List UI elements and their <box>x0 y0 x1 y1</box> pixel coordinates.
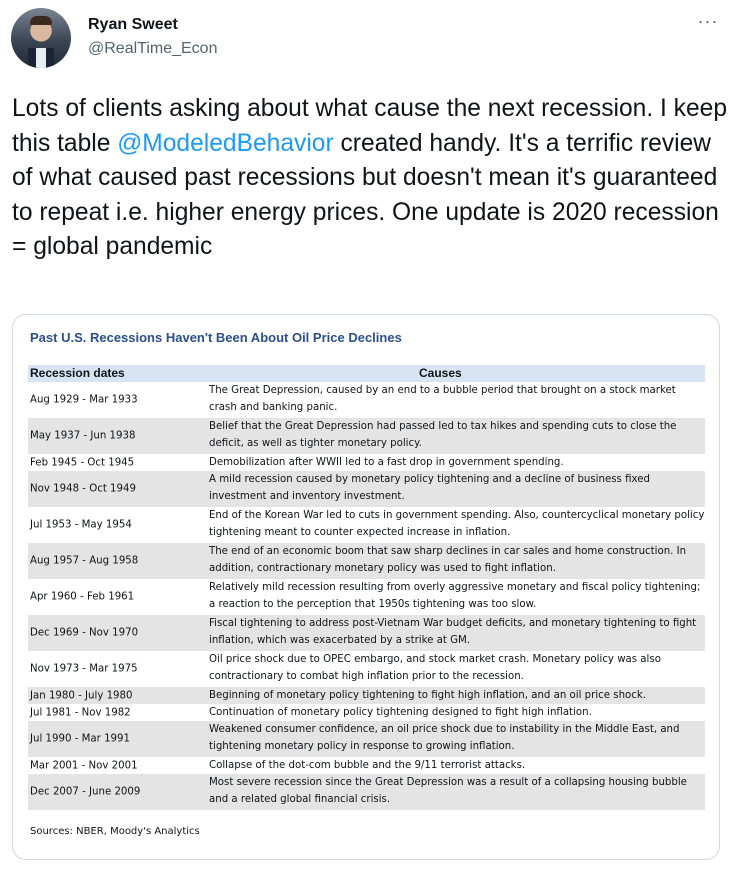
table-row <box>28 774 705 810</box>
table-row <box>28 651 705 687</box>
cause-cell: Belief that the Great Depression had passed led to tax hikes and spending cuts to close the deficit, as well as tighter monetary policy. <box>209 421 677 449</box>
more-options-icon[interactable]: ··· <box>697 11 719 31</box>
cause-cell: Weakened consumer confidence, an oil price shock due to instability in the Middle East, and tightening monetary policy in response to growing inflation. <box>209 724 680 752</box>
avatar[interactable] <box>11 8 71 68</box>
table-row <box>28 471 705 507</box>
recession-dates-cell: Jul 1990 - Mar 1991 <box>30 733 130 745</box>
table-header <box>28 365 705 382</box>
tweet-text-start: Lots of clients asking about what cause the next recession. I keep this table <box>12 95 728 157</box>
cause-cell: Fiscal tightening to address post-Vietnam War budget deficits, and monetary tightening to fight inflation, which was exacerbated by a strike at GM. <box>209 618 697 646</box>
table-row <box>28 579 705 615</box>
recession-dates-cell: Feb 1945 - Oct 1945 <box>30 457 135 468</box>
cause-cell: Collapse of the dot-com bubble and the 9/11 terrorist attacks. <box>209 760 526 771</box>
recession-dates-cell: Jul 1953 - May 1954 <box>30 519 132 531</box>
recession-dates-cell: Mar 2001 - Nov 2001 <box>30 760 138 771</box>
table-row <box>28 721 705 757</box>
table-row <box>28 454 705 471</box>
cause-cell: Beginning of monetary policy tightening to fight high inflation, and an oil price shock. <box>209 690 647 701</box>
table-title: Past U.S. Recessions Haven't Been About Oil Price Declines <box>30 330 402 345</box>
cause-cell: Most severe recession since the Great Depression was a result of a collapsing housing bubble and a related global financial crisis. <box>209 777 687 805</box>
attached-image[interactable] <box>12 314 720 860</box>
recession-dates-cell: Nov 1973 - Mar 1975 <box>30 663 138 675</box>
table-row <box>28 704 705 721</box>
cause-cell: Oil price shock due to OPEC embargo, and stock market crash. Monetary policy was also contractionary to combat high inflation prior to the recession. <box>209 654 661 682</box>
table-row <box>28 543 705 579</box>
tweet-text <box>12 92 730 265</box>
cause-cell: End of the Korean War led to cuts in government spending. Also, countercyclical monetary policy tightening meant to counter expected increase in inflation. <box>209 510 705 538</box>
header-recession-dates: Recession dates <box>30 366 125 380</box>
recession-dates-cell: Apr 1960 - Feb 1961 <box>30 591 135 603</box>
cause-cell: The end of an economic boom that saw sharp declines in car sales and home construction. In addition, contractionary monetary policy was used to fight inflation. <box>209 546 687 574</box>
tweet-text-end: created handy. It's a terrific review of what caused past recessions but doesn't mean it's guaranteed to repeat i.e. higher energy prices. One update is 2020 recession = global pandemic <box>12 129 719 261</box>
cause-cell: Relatively mild recession resulting from overly aggressive monetary and fiscal policy tightening; a reaction to the perception that 1950s tightening was too slow. <box>209 582 701 610</box>
table-row <box>28 418 705 454</box>
table-source: Sources: NBER, Moody's Analytics <box>30 826 200 837</box>
cause-cell: Demobilization after WWII led to a fast drop in government spending. <box>209 457 564 468</box>
recession-dates-cell: Aug 1929 - Mar 1933 <box>30 394 138 406</box>
recession-dates-cell: Dec 2007 - June 2009 <box>30 786 141 798</box>
mention-link[interactable]: @ModeledBehavior <box>117 129 334 157</box>
cause-cell: Continuation of monetary policy tightening designed to fight high inflation. <box>209 707 592 718</box>
recession-dates-cell: May 1937 - Jun 1938 <box>30 430 136 442</box>
author-handle[interactable]: @RealTime_Econ <box>88 40 218 57</box>
recession-dates-cell: Dec 1969 - Nov 1970 <box>30 627 139 639</box>
recession-dates-cell: Jan 1980 - July 1980 <box>30 690 133 701</box>
cause-cell: The Great Depression, caused by an end to a bubble period that brought on a stock market crash and banking panic. <box>209 385 676 413</box>
avatar-shirt <box>28 48 54 68</box>
recessions-table <box>28 365 705 810</box>
table-row <box>28 507 705 543</box>
table-row <box>28 615 705 651</box>
recession-dates-cell: Nov 1948 - Oct 1949 <box>30 483 136 495</box>
author-name[interactable]: Ryan Sweet <box>88 16 178 33</box>
table-row <box>28 757 705 774</box>
recession-dates-cell: Jul 1981 - Nov 1982 <box>30 707 131 718</box>
table-row <box>28 382 705 418</box>
recession-dates-cell: Aug 1957 - Aug 1958 <box>30 555 139 567</box>
avatar-hair <box>30 16 52 25</box>
cause-cell: A mild recession caused by monetary policy tightening and a decline of business fixed investment and inventory investment. <box>209 474 650 502</box>
header-causes: Causes <box>419 366 462 380</box>
table-row <box>28 687 705 704</box>
